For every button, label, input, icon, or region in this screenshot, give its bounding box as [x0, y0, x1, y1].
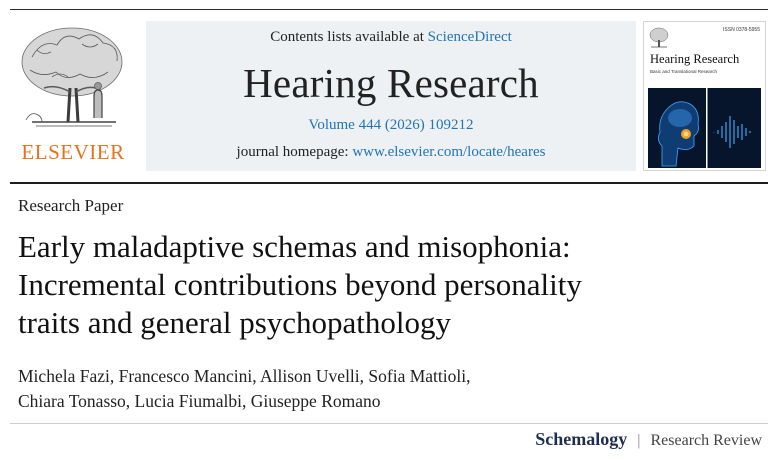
footer-brand: [535, 429, 762, 450]
brand-tagline: Research Review: [650, 432, 762, 449]
elsevier-logo: [12, 22, 134, 168]
article-type: Research Paper: [18, 196, 124, 215]
journal-homepage-line: [146, 144, 636, 161]
article-title-line: Early maladaptive schemas and misophonia:: [18, 229, 571, 264]
cover-issn: ISSN 0378-5955: [723, 27, 760, 33]
author-line: Chiara Tonasso, Lucia Fiumalbi, Giuseppe Romano: [18, 391, 381, 411]
author-line: Michela Fazi, Francesco Mancini, Allison Uvelli, Sofia Mattioli,: [18, 366, 471, 386]
contents-availability-line: [146, 29, 636, 46]
author-list: [18, 364, 758, 414]
article-title-line: traits and general psychopathology: [18, 305, 452, 340]
tree-of-knowledge-icon: [12, 22, 134, 138]
journal-cover[interactable]: [643, 21, 766, 171]
sciencedirect-link[interactable]: ScienceDirect: [427, 29, 512, 45]
brand-name: Schemalogy: [535, 429, 628, 449]
footer-divider: [10, 423, 768, 424]
contents-prefix: Contents lists available at: [270, 29, 424, 45]
article-title: [18, 228, 758, 342]
brand-separator: |: [637, 432, 641, 449]
cover-subtitle: Basic and Translational Research: [650, 69, 718, 74]
elsevier-wordmark: ELSEVIER: [21, 140, 125, 164]
journal-title: Hearing Research: [243, 60, 539, 106]
homepage-prefix: journal homepage:: [236, 144, 349, 160]
header-divider: [10, 182, 768, 184]
head-soundwave-icon: [648, 88, 761, 168]
elsevier-tree-icon: [648, 26, 670, 50]
article-title-line: Incremental contributions beyond personality: [18, 267, 582, 302]
top-rule: [10, 9, 768, 10]
cover-title: Hearing Research: [650, 52, 740, 66]
journal-homepage-link[interactable]: www.elsevier.com/locate/heares: [352, 144, 546, 160]
journal-banner: [146, 21, 636, 171]
volume-link[interactable]: Volume 444 (2026) 109212: [308, 117, 474, 133]
cover-artwork: [648, 88, 761, 168]
